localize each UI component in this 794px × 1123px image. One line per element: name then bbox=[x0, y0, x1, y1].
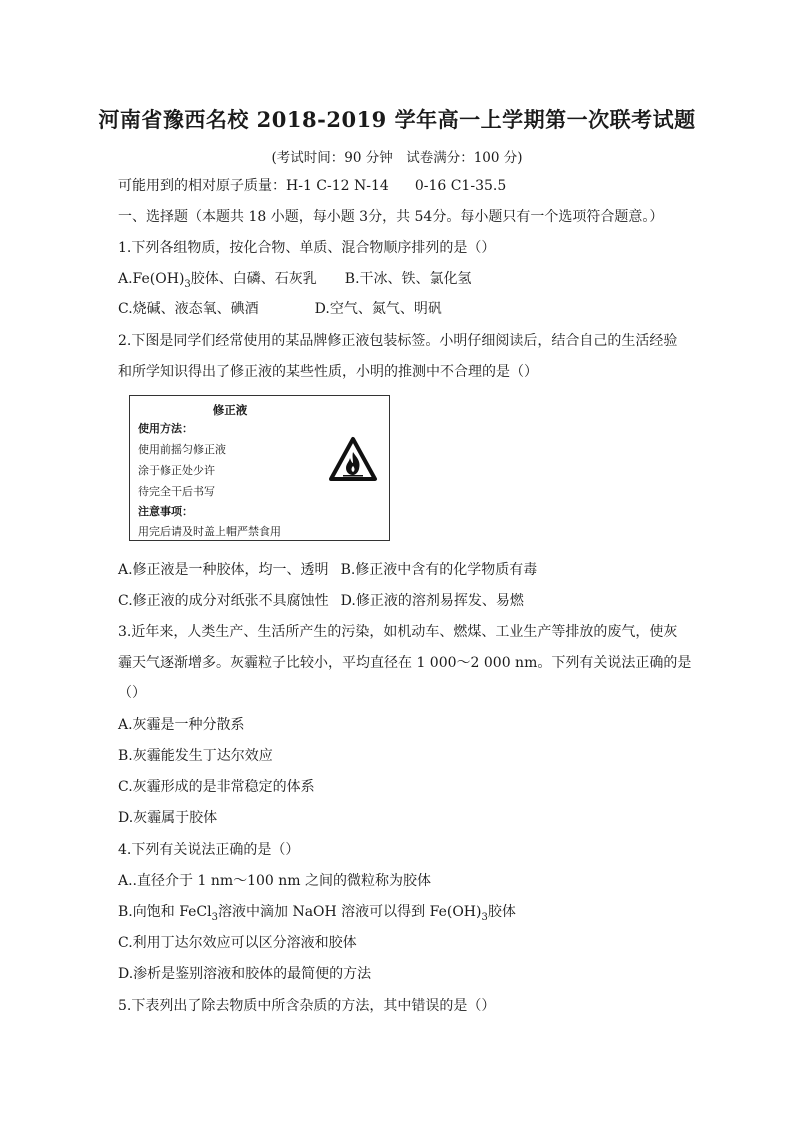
q3-option-b: B.灰霾能发生丁达尔效应 bbox=[118, 748, 273, 764]
q4-option-c: C.利用丁达尔效应可以区分溶液和胶体 bbox=[118, 935, 357, 951]
q2-option-a: A.修正液是一种胶体，均一、透明 bbox=[118, 562, 329, 578]
label-title: 修正液 bbox=[212, 403, 248, 417]
flammable-warning-icon bbox=[328, 436, 378, 482]
q3-stem-line2: 霾天气逐渐增多。灰霾粒子比较小，平均直径在 1 000～2 000 nm。下列有关说法正确的是 bbox=[118, 655, 692, 671]
label-usage-heading: 使用方法： bbox=[138, 422, 193, 435]
q4-option-a: A..直径介于 1 nm～100 nm 之间的微粒称为胶体 bbox=[118, 873, 432, 889]
q3-option-a: A.灰霾是一种分散系 bbox=[118, 717, 245, 733]
label-notes-heading: 注意事项： bbox=[138, 505, 193, 518]
label-usage-3: 待完全干后书写 bbox=[138, 485, 215, 498]
q3-option-d: D.灰霾属于胶体 bbox=[118, 810, 218, 826]
label-notes-1: 用完后请及时盖上帽严禁食用 bbox=[138, 525, 281, 538]
label-usage-1: 使用前摇匀修正液 bbox=[138, 443, 226, 456]
q4-option-d: D.渗析是鉴别溶液和胶体的最简便的方法 bbox=[118, 966, 372, 982]
q1-option-a: $A.Fe(OH)_3$胶体、白磷、石灰乳 bbox=[118, 271, 317, 290]
q1-stem: 1.下列各组物质，按化合物、单质、混合物顺序排列的是（） bbox=[118, 240, 496, 256]
atomic-masses-a: H-1 C-12 N-14 bbox=[286, 178, 389, 194]
q5-stem: 5.下表列出了除去物质中所含杂质的方法，其中错误的是（） bbox=[118, 998, 496, 1014]
q3-stem-line3: （） bbox=[118, 685, 146, 701]
q3-stem-line1: 3.近年来，人类生产、生活所产生的污染，如机动车、燃煤、工业生产等排放的废气，使灰 bbox=[118, 624, 678, 640]
q4-option-b: B.向饱和 FeCl$_3$溶液中滴加 NaOH 溶液可以得到 $Fe(OH)_3$胶体 bbox=[118, 904, 516, 923]
atomic-masses-line bbox=[118, 176, 506, 196]
q2-option-d: D.修正液的溶剂易挥发、易燃 bbox=[340, 593, 524, 609]
exam-info: (考试时间：90 分钟 试卷满分：100 分) bbox=[271, 150, 523, 166]
q2-option-b: B.修正液中含有的化学物质有毒 bbox=[340, 562, 538, 578]
q1-options-cd bbox=[118, 299, 442, 319]
q4-stem: 4.下列有关说法正确的是（） bbox=[118, 842, 300, 858]
page-title: 河南省豫西名校 2018-2019 学年高一上学期第一次联考试题 bbox=[98, 107, 696, 132]
q1-option-c: C.烧碱、液态氧、碘酒 bbox=[118, 301, 259, 317]
q2-stem-line2: 和所学知识得出了修正液的某些性质，小明的推测中不合理的是（） bbox=[118, 364, 538, 380]
q1-option-b: B.干冰、铁、氯化氢 bbox=[344, 271, 472, 287]
correction-fluid-label bbox=[129, 395, 390, 541]
q2-options-cd bbox=[118, 591, 524, 611]
q1-option-d: D.空气、氮气、明矾 bbox=[314, 301, 442, 317]
q1-options-ab bbox=[118, 269, 472, 295]
q3-option-c: C.灰霾形成的是非常稳定的体系 bbox=[118, 779, 315, 795]
label-usage-2: 涂于修正处少许 bbox=[138, 464, 215, 477]
section-heading: 一、选择题（本题共 18 小题，每小题 3分，共 54分。每小题只有一个选项符合题意。） bbox=[118, 209, 664, 225]
q2-option-c: C.修正液的成分对纸张不具腐蚀性 bbox=[118, 593, 329, 609]
atomic-masses-label: 可能用到的相对原子质量： bbox=[118, 178, 286, 194]
q2-options-ab bbox=[118, 560, 537, 580]
q2-stem-line1: 2.下图是同学们经常使用的某品牌修正液包装标签。小明仔细阅读后，结合自己的生活经验 bbox=[118, 333, 678, 349]
atomic-masses-b: 0-16 C1-35.5 bbox=[414, 178, 507, 194]
